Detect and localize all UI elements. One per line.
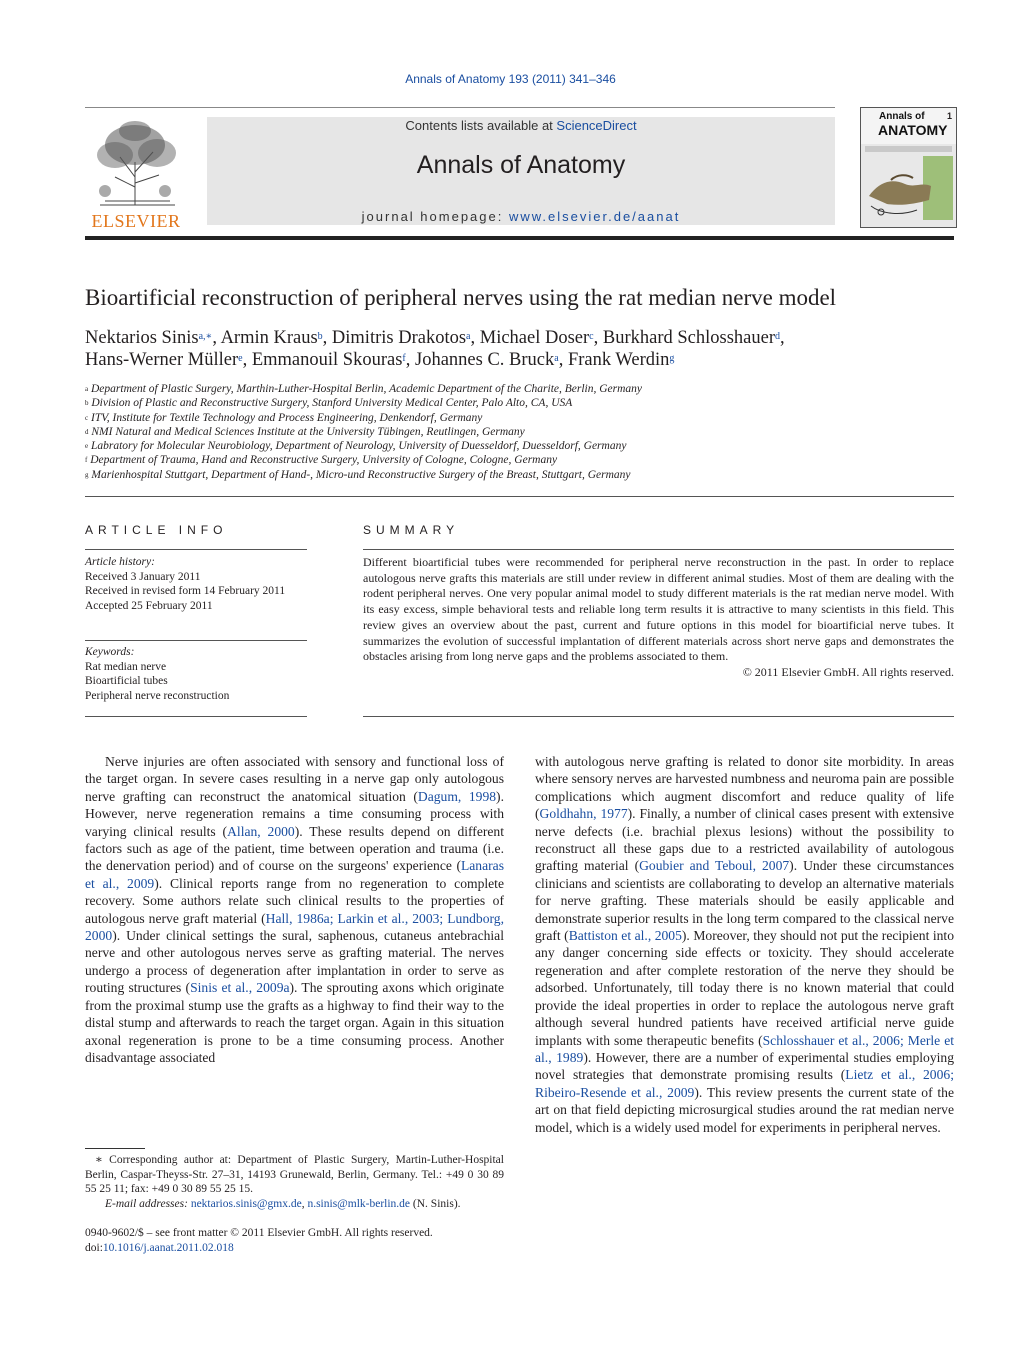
keywords-label: Keywords:: [85, 646, 135, 658]
body-text: ). Clinical reports range from no regeneration to complete recovery. Some authors relate such clinical results to the properties of autologous nerve graft material (: [85, 875, 504, 926]
author-affiliation-ref[interactable]: a: [466, 331, 471, 342]
keyword: Bioartificial tubes: [85, 675, 168, 687]
author-name: Michael Doser: [479, 328, 590, 348]
email-line: [85, 1197, 504, 1212]
affiliation-label: e: [85, 442, 89, 451]
affiliation: [85, 382, 965, 396]
affiliation-text: NMI Natural and Medical Sciences Institute at the University Tübingen, Reutlingen, Germany: [88, 425, 525, 438]
affiliation: [85, 453, 965, 467]
citation-link[interactable]: Schlosshauer et al., 2006; Merle et al., 1989: [535, 1032, 954, 1065]
homepage-prefix: journal homepage:: [361, 209, 509, 224]
divider: [85, 549, 307, 550]
body-text: ). Moreover, they should not put the recipient into any danger concerning side effects or toxicity. They should accelerate regeneration and after complete restoration of the nerve they should be adsorbed. Unfortunately, till today there is no known material that could provide the ideal properties in order to replace the autologous nerve graft although several hundred patients have received artificial nerve guide implants with some therapeutic benefits (: [535, 928, 954, 1048]
affiliation: [85, 468, 965, 482]
cover-title-large: ANATOMY: [878, 122, 948, 138]
affiliation-label: g: [85, 470, 89, 479]
body-paragraph: [85, 753, 504, 1066]
history-label: Article history:: [85, 556, 155, 568]
affiliation-label: a: [85, 385, 89, 393]
footnote: [85, 1153, 504, 1211]
doi-link[interactable]: 10.1016/j.aanat.2011.02.018: [102, 1241, 234, 1254]
doi-prefix: doi:: [85, 1241, 103, 1254]
elsevier-tree-icon: [85, 117, 187, 209]
affiliation-label: b: [85, 399, 89, 408]
author-affiliation-ref[interactable]: d: [775, 331, 780, 342]
doi-line: [85, 1241, 585, 1256]
article-info-heading: ARTICLE INFO: [85, 523, 228, 537]
citation-link[interactable]: Lanaras et al., 2009: [85, 858, 504, 891]
citation-link[interactable]: Lietz et al., 2006; Ribeiro-Resende et al., 2009: [535, 1067, 954, 1100]
body-text: ). Under these circumstances clinicians and scientists are collaborating to develop an alternative materials for nerve grafting. These materials should be easily applicable and demonstrate superior results in the long term compared to the classical nerve graft (: [535, 858, 954, 944]
affiliation-text: ITV, Institute for Textile Technology and Process Engineering, Denkendorf, Germany: [88, 411, 483, 424]
author-separator: ,: [242, 350, 252, 370]
citation-link[interactable]: Hall, 1986a; Larkin et al., 2003; Lundborg, 2000: [85, 910, 504, 944]
author-name: Hans-Werner Müller: [85, 350, 239, 370]
author-name: Armin Kraus: [220, 328, 318, 348]
author-affiliation-ref[interactable]: c: [589, 331, 594, 342]
affiliation-label: f: [85, 456, 88, 465]
contents-line: [207, 118, 835, 133]
received-date: Received 3 January 2011: [85, 570, 201, 583]
keywords: [85, 645, 307, 703]
publisher-name: ELSEVIER: [91, 211, 181, 231]
journal-cover-thumbnail[interactable]: [860, 107, 957, 228]
author-name: Johannes C. Bruck: [415, 350, 555, 370]
citation-link[interactable]: Goubier and Teboul, 2007: [639, 858, 790, 874]
affiliation-text: Department of Trauma, Hand and Reconstructive Surgery, University of Cologne, Cologne, Germany: [87, 454, 558, 467]
contents-prefix: Contents lists available at: [405, 118, 557, 133]
cover-title-small: Annals of: [879, 111, 925, 122]
author-separator: ,: [470, 328, 480, 348]
email-label: E-mail addresses:: [105, 1197, 188, 1210]
affiliation-text: Department of Plastic Surgery, Marthin-Luther-Hospital Berlin, Academic Department of the Charite, Berlin, Germany: [88, 383, 643, 395]
citation-link[interactable]: Dagum, 1998: [417, 788, 497, 804]
article-history: [85, 555, 307, 613]
journal-homepage: [207, 209, 835, 224]
header-thick-rule: [85, 236, 954, 240]
header-rule: [85, 107, 835, 108]
author-name: Nektarios Sinis: [85, 328, 199, 348]
author-name: Frank Werdin: [567, 350, 670, 370]
author-name: Emmanouil Skouras: [251, 350, 403, 370]
affiliation-label: d: [85, 427, 89, 436]
journal-citation[interactable]: Annals of Anatomy 193 (2011) 341–346: [405, 72, 616, 86]
corresponding-author: ∗ Corresponding author at: Department of Plastic Surgery, Martin-Luther-Hospital Berlin, Caspar-Theyss-Str. 27–31, 14193 Grunewald, Berlin, Germany. Tel.: +49 0 30 89 55 25 11; fax: +49 0 30 89 55 25 15.: [85, 1154, 504, 1195]
author-affiliation-ref[interactable]: a,∗: [198, 331, 213, 342]
author-affiliation-ref[interactable]: b: [317, 331, 323, 342]
journal-banner: [207, 117, 835, 225]
body-text: ). Under clinical settings the sural, saphenous, cutaneus antebrachial nerve and other autologous nerves serve as grafting material. The nerves undergo a process of degeneration after implantation in order to serve as routing structures (: [85, 928, 504, 996]
author-affiliation-ref[interactable]: g: [669, 353, 675, 364]
author-affiliation-ref[interactable]: a: [554, 353, 559, 364]
body-text: ). Finally, a number of clinical cases present with extensive nerve defects (i.e. brachial plexus lesions) without the possibility to reconstruct all these gaps due to a restricted availability of autologous grafting material (: [535, 806, 954, 874]
journal-name: Annals of Anatomy: [416, 151, 626, 179]
citation-link[interactable]: Allan, 2000: [227, 823, 295, 839]
elsevier-logo[interactable]: [85, 117, 187, 232]
author-name: Dimitris Drakotos: [331, 328, 467, 348]
author-separator: ,: [322, 328, 332, 348]
keyword: Peripheral nerve reconstruction: [85, 689, 230, 702]
article-title: Bioartificial reconstruction of peripheral nerves using the rat median nerve model: [85, 285, 837, 310]
affiliation: [85, 425, 965, 439]
email-link[interactable]: n.sinis@mlk-berlin.de: [307, 1197, 411, 1210]
email-suffix: (N. Sinis).: [410, 1197, 461, 1210]
author-separator: ,: [780, 328, 785, 348]
body-left-column: [85, 753, 504, 1066]
affiliation-text: Marienhospital Stuttgart, Department of Hand-, Micro-und Reconstructive Surgery of the Breast, Stuttgart, Germany: [88, 468, 631, 481]
body-text: Nerve injuries are often associated with sensory and functional loss of the target organ. In severe cases resulting in a nerve gap only autologous nerve grafting can reconstruct the anatomical situation (: [85, 754, 504, 804]
author-separator: ,: [558, 350, 568, 370]
divider: [363, 716, 954, 717]
keyword: Rat median nerve: [85, 660, 167, 673]
accepted-date: Accepted 25 February 2011: [85, 599, 213, 612]
body-text: ). This review presents the current state of the art on that field depicting microsurgical studies around the rat median nerve model, which is a widely used model for experiments in peripheral nerves.: [535, 1084, 954, 1135]
homepage-link[interactable]: www.elsevier.de/aanat: [508, 209, 681, 224]
citation-link[interactable]: Sinis et al., 2009a: [190, 980, 290, 996]
body-paragraph: [535, 753, 954, 1136]
author-affiliation-ref[interactable]: f: [402, 353, 406, 364]
body-text: ). However, there are a number of experimental studies employing novel strategies that demonstrate promising results (: [535, 1049, 954, 1083]
issn-doi: [85, 1226, 585, 1255]
copyright: © 2011 Elsevier GmbH. All rights reserved.: [742, 664, 954, 679]
author-separator: ,: [212, 328, 221, 348]
affiliation-text: Division of Plastic and Reconstructive Surgery, Stanford University Medical Center, Palo Alto, CA, USA: [88, 397, 573, 410]
sciencedirect-link[interactable]: ScienceDirect: [556, 118, 637, 133]
affiliation-label: c: [85, 413, 89, 422]
author-affiliation-ref[interactable]: e: [238, 353, 243, 364]
summary-text: Different bioartificial tubes were recommended for peripheral nerve reconstruction in the past. In order to replace autologous nerve grafts this materials are still under review in different animal studies. Most of them are dealing with the rodent peripheral nerves. One very popular animal model to study different materials is the rat median nerve model. With its easy excess, simple behavioral tests and reliable long term results it is attractive to many scientists in this field. This review gives an overview about the past, current and future options in this model for bioartificial nerve tubes. It summarizes the evolution of successful implantation of different materials across short nerve gaps and demonstrates the obstacles arising from long nerve gaps and the problems associated to them.: [363, 555, 954, 664]
author-list: [85, 327, 965, 371]
affiliation: [85, 411, 965, 425]
affiliation: [85, 396, 965, 410]
citation-link[interactable]: Goldhahn, 1977: [539, 806, 628, 822]
summary-block: [363, 555, 954, 681]
cover-image-icon: [861, 144, 956, 227]
body-right-column: [535, 753, 954, 1136]
author-separator: ,: [405, 350, 415, 370]
divider: [85, 496, 954, 497]
affiliation: [85, 439, 965, 453]
divider: [85, 716, 307, 717]
divider: [85, 640, 307, 641]
body-text: with autologous nerve grafting is related to donor site morbidity. In areas where sensory nerves are harvested numbness and neuroma pain are possible complications which augment discomfort and reduce quality of life (: [535, 754, 954, 822]
body-text: ). However, nerve regeneration remains a time consuming process with varying clinical results (: [85, 788, 504, 839]
author-name: Burkhard Schlosshauer: [602, 328, 775, 348]
divider: [363, 549, 954, 550]
email-separator: ,: [301, 1197, 308, 1210]
affiliation-list: [85, 382, 965, 482]
citation-link[interactable]: Battiston et al., 2005: [568, 928, 682, 944]
affiliation-text: Labratory for Molecular Neurobiology, Department of Neurology, University of Duesseldorf, Duesseldorf, Germany: [88, 440, 627, 453]
cover-issue-number: 1: [946, 111, 952, 121]
body-text: ). These results depend on different factors such as age of the patient, time between operation and trauma (i.e. the denervation period) and of course on the surgeons' experience (: [85, 823, 504, 874]
body-text: ). The sprouting axons which originate from the proximal stump use the grafts as a highway to find their way to the distal stump and afterwards to reach the target organ. Again in this situation axonal regeneration is prone to be a time consuming process. Another disadvantage associated: [85, 980, 504, 1065]
author-separator: ,: [593, 328, 603, 348]
issn-line: 0940-9602/$ – see front matter © 2011 Elsevier GmbH. All rights reserved.: [85, 1227, 433, 1239]
summary-heading: SUMMARY: [363, 523, 460, 537]
footnote-rule: [85, 1148, 145, 1149]
revised-date: Received in revised form 14 February 2011: [85, 585, 286, 597]
email-link[interactable]: nektarios.sinis@gmx.de: [190, 1197, 302, 1210]
